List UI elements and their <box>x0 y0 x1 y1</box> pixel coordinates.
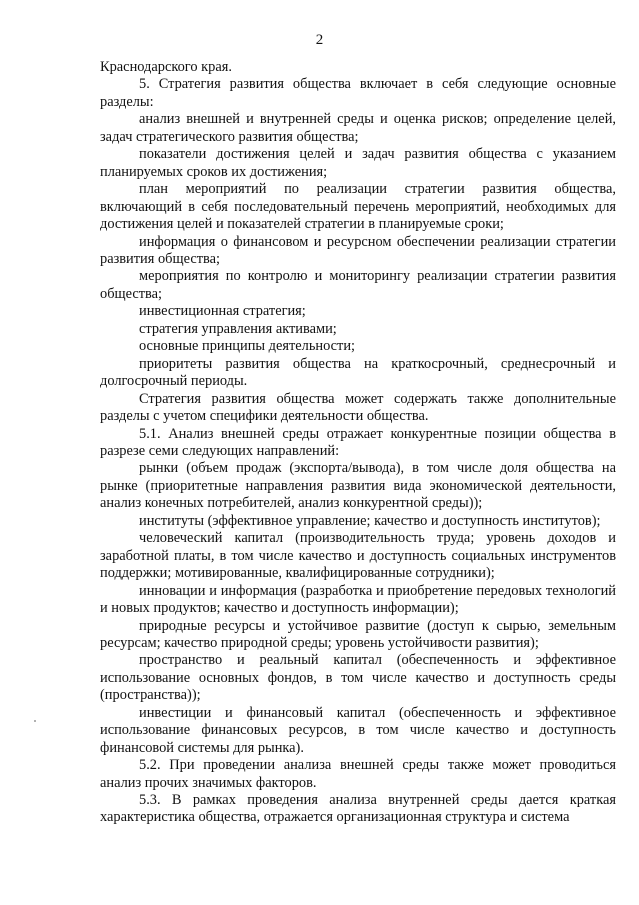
paragraph: Стратегия развития общества может содержать также дополнительные разделы с учетом специфики деятельности общества. <box>100 390 616 425</box>
scan-speck <box>34 720 36 722</box>
paragraph: Краснодарского края. <box>100 59 232 75</box>
paragraph: 5.1. Анализ внешней среды отражает конкурентные позиции общества в разрезе семи следующих направлений: <box>100 425 616 459</box>
paragraph: основные принципы деятельности; <box>139 338 356 355</box>
paragraph: институты (эффективное управление; качество и доступность институтов); <box>139 512 601 529</box>
paragraph: человеческий капитал (производительность труда; уровень доходов и заработной платы, в том числе качество и доступность социальных инструментов поддержки; мотивированные, квалифицированные сотрудники); <box>100 530 616 582</box>
paragraph: приоритеты развития общества на краткосрочный, среднесрочный и долгосрочный периоды. <box>100 355 616 390</box>
paragraph: природные ресурсы и устойчивое развитие (доступ к сырью, земельным ресурсам; качество природной среды; уровень устойчивости развития); <box>100 617 616 651</box>
paragraph: инновации и информация (разработка и приобретение передовых технологий и новых продуктов; качество и доступность информации); <box>100 582 616 617</box>
paragraph: инвестиции и финансовый капитал (обеспеченность и эффективное использование финансовых ресурсов, в том числе качество и доступность финансовой системы для рынка). <box>100 704 616 756</box>
paragraph: информация о финансовом и ресурсном обеспечении реализации стратегии развития общества; <box>100 233 616 267</box>
paragraph: показатели достижения целей и задач развития общества с указанием планируемых сроков их достижения; <box>100 146 616 180</box>
paragraph: 5.2. При проведении анализа внешней среды также может проводиться анализ прочих значимых факторов. <box>100 757 616 791</box>
paragraph: план мероприятий по реализации стратегии развития общества, включающий в себя последовательный перечень мероприятий, необходимых для достижения целей и показателей стратегии в планируемые сроки; <box>100 181 616 233</box>
paragraph: 5. Стратегия развития общества включает в себя следующие основные разделы: <box>100 76 616 110</box>
paragraph: пространство и реальный капитал (обеспеченность и эффективное использование основных фондов, в том числе качество и доступность среды (пространства)); <box>100 652 616 704</box>
paragraph: инвестиционная стратегия; <box>139 303 306 320</box>
paragraph: стратегия управления активами; <box>139 320 337 337</box>
document-body <box>100 59 616 827</box>
page-number: 2 <box>315 32 324 48</box>
paragraph: рынки (объем продаж (экспорта/вывода), в том числе доля общества на рынке (приоритетные направления развития вида экономической деятельности, анализ конечных потребителей, анализ конкурентной среды)); <box>100 460 616 512</box>
paragraph: мероприятия по контролю и мониторингу реализации стратегии развития общества; <box>100 268 616 302</box>
paragraph: анализ внешней и внутренней среды и оценка рисков; определение целей, задач стратегического развития общества; <box>100 111 616 145</box>
paragraph: 5.3. В рамках проведения анализа внутренней среды дается краткая характеристика общества, отражается организационная структура и система <box>100 792 616 826</box>
